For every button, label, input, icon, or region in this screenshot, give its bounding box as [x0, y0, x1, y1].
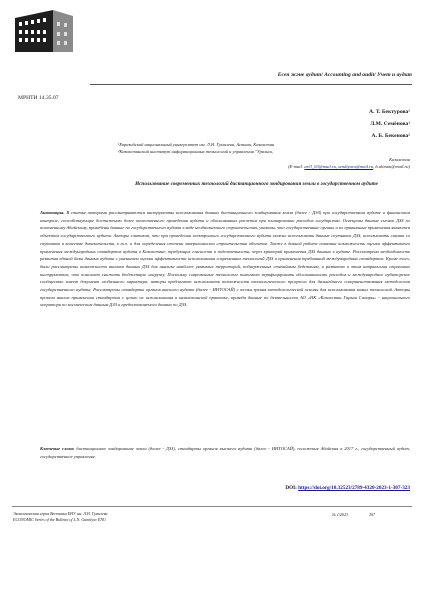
footer-journal-line: Экономическая серия Вестника ЕНУ им. Л.Н. Гумилева	[13, 511, 108, 516]
header-divider	[90, 84, 412, 85]
keywords-text: дистанционное зондирование земли (далее - ДЗЗ), стандарты органов высшего аудита (далее - ИНТОСАЙ), положения Абайская в 2017 г., государственный аудит, государственное управление.	[40, 446, 410, 459]
abstract-label: Аннотация.	[40, 210, 65, 215]
issue-number: № 1/2023	[332, 512, 348, 517]
author-list	[369, 106, 410, 142]
doi-label: DOI:	[285, 485, 297, 491]
email-suffix: , b.aliman@mail.ru)	[373, 163, 410, 169]
footer-journal	[13, 511, 108, 523]
affiliation-line: ¹Евразийский национальный университет им. Л.Н. Гумилева, Астана, Казахстан	[118, 142, 275, 147]
affiliations	[118, 141, 410, 170]
keywords	[40, 445, 410, 460]
abstract	[40, 209, 410, 309]
journal-section-title: Есеп және аудит/ Accounting and audit/ Учет и аудит	[277, 72, 412, 78]
journal-logo	[13, 8, 75, 54]
udc-code: МРНТИ 14.35.07	[18, 95, 59, 101]
email-line	[118, 163, 410, 170]
building-logo-icon	[13, 8, 75, 54]
doi-line	[285, 485, 410, 491]
author-name: Л.М. Семёнова¹	[370, 121, 410, 127]
affiliation-line: Казахстан	[389, 156, 410, 162]
abstract-text: В статье авторами рассматриваются инструменты использования данных дистанционного зондирования земли (далее - ДЗЗ) при государственном аудите и финансовом контроле, способствующие достижению более качественного проведения аудита и обоснованных расчетов при планировании расходов государства. Освещены данные съемок ДЗЗ по погашенному Абайскому, приведены данные по государственного аудита в виде неоднозначного строительства, указаны, что государственные органы и их правильные применения являются объектом государственного аудита. Авторы считают, что при проведении электронного государственного аудита можно использовать данные спутников ДЗЗ, использовать снимки со спутников в качестве доказательств, в т.ч. и для определения степени завершенности строительства объектов. Также в данной работе показана возможность оценки эффективного применения международных стандартов аудита в Казахстане, требующих гласности и подотчетности, через критерий применения ДЗЗ данных в аудите. Рассмотрена необходимость развития единой базы данных аудита с указанием оценки эффективности использования современных технологий ДЗЗ и применения требований международных стандартов. Кроме того, были рассмотрены возможности анализа данных ДЗЗ для анализа наиболее уязвимых территорий, подверженных стихийным бедствиям, и развитию в этом направлении страховых инструментов, что помогает снижать бюджетную нагрузку. Поскольку современные технологии помогают верифицировать обоснованность расходов и международное аудиторское сообщество имеет документ глобального характера, авторы предлагают использовать возможности технологического прогресса для дальнейшего совершенствования методологии государственного аудита. Рассмотрены стандарты органов высшего аудита (далее - ИНТОСАЙ) с точки зрения методологической основы для использования новых технологий. Авторы провели анализ применения стандартов с целью их использования в казахстанской практике, приведя данные по деятельности АО «НК «Казахстан Гарыш Сапары» - национального оператора по космическим данным ДЗЗ и предоставляемого данных по ДЗЗ.	[40, 210, 410, 308]
footer-divider	[12, 506, 412, 507]
author-name: А. Б. Бекенова²	[371, 133, 410, 139]
affiliation-line: ²Казахстанский институт информационных технологий и управления "Уральск,	[118, 149, 274, 155]
email-links[interactable]: ari3_03@mail.ru, sendiyara@mail.ru	[304, 163, 374, 169]
keywords-label: Ключевые слова:	[40, 446, 75, 451]
page-number: 307	[369, 512, 375, 517]
article-title: Использование современных технологий дистанционного зондирования земли в государственном аудите	[135, 181, 378, 187]
footer-journal-line: ECONOMIC Series of the Bulletin of L.N. Gumilyov ENU	[13, 516, 106, 522]
email-prefix: (E-mail:	[287, 163, 305, 169]
doi-link[interactable]: https://doi.org/10.32523/2789-4320-2023-1-307-323	[298, 485, 410, 491]
author-name: А. Т. Бектурова¹	[369, 109, 410, 115]
